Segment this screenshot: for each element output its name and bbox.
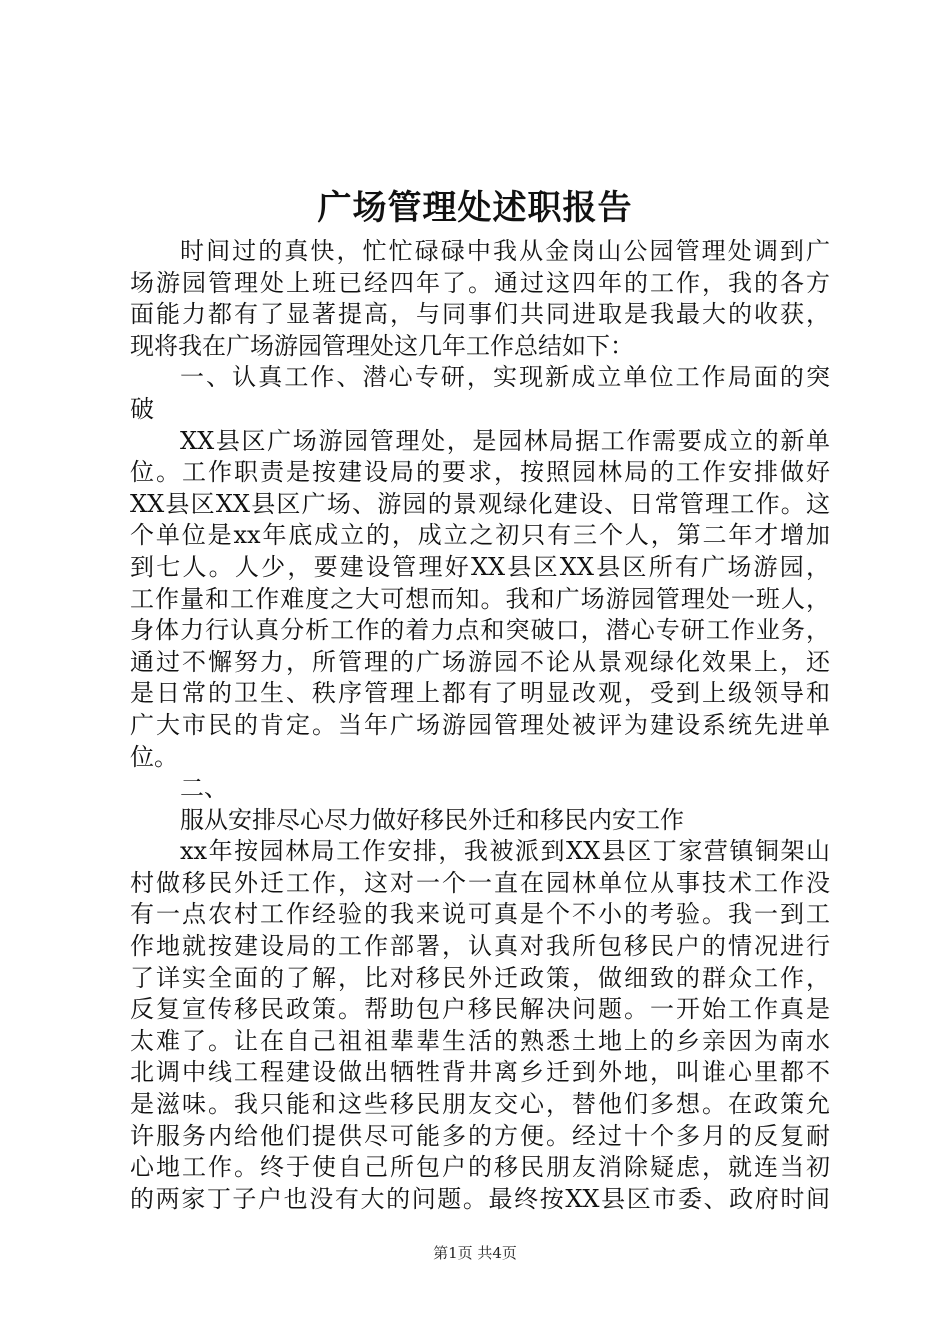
section-heading: 破: [130, 394, 154, 423]
text-line: 通过不懈努力，所管理的广场游园不论从景观绿化效果上，还: [130, 647, 830, 676]
text-line: 时间过的真快，忙忙碌碌中我从金岗山公园管理处调到广: [180, 237, 830, 265]
text-line: 了详实全面的了解，比对移民外迁政策，做细致的群众工作，: [130, 963, 830, 992]
text-line: 作地就按建设局的工作部署，认真对我所包移民户的情况进行: [130, 932, 830, 961]
text-line: 村做移民外迁工作，这对一个一直在园林单位从事技术工作没: [130, 868, 830, 897]
section-heading: 服从安排尽心尽力做好移民外迁和移民内安工作: [180, 805, 684, 834]
section-heading: 一、认真工作、潜心专研，实现新成立单位工作局面的突: [180, 363, 830, 392]
page-number: 第1页 共4页: [433, 1244, 517, 1262]
document-title: 广场管理处述职报告: [317, 188, 633, 228]
text-line: XX县区广场游园管理处，是园林局据工作需要成立的新单: [180, 426, 830, 455]
text-line: 是日常的卫生、秩序管理上都有了明显改观，受到上级领导和: [130, 679, 830, 708]
text-line: 广大市民的肯定。当年广场游园管理处被评为建设系统先进单: [130, 710, 830, 739]
text-line: 场游园管理处上班已经四年了。通过这四年的工作，我的各方: [130, 268, 830, 297]
text-line: 到七人。人少，要建设管理好XX县区XX县区所有广场游园，: [130, 552, 830, 581]
text-line: 许服务内给他们提供尽可能多的方便。经过十个多月的反复耐: [130, 1121, 830, 1150]
text-line: 北调中线工程建设做出牺牲背井离乡迁到外地，叫谁心里都不: [130, 1058, 830, 1087]
document-body: [130, 236, 830, 1215]
text-line: 现将我在广场游园管理处这几年工作总结如下：: [130, 331, 634, 360]
text-line: 反复宣传移民政策。帮助包户移民解决问题。一开始工作真是: [130, 995, 830, 1024]
text-line: XX县区XX县区广场、游园的景观绿化建设、日常管理工作。这: [130, 489, 830, 518]
text-line: 身体力行认真分析工作的着力点和突破口，潜心专研工作业务，: [130, 616, 830, 645]
text-line: 是滋味。我只能和这些移民朋友交心，替他们多想。在政策允: [130, 1090, 830, 1119]
text-line: 个单位是xx年底成立的，成立之初只有三个人，第二年才增加: [130, 521, 830, 550]
text-line: 心地工作。终于使自己所包户的移民朋友消除疑虑，就连当初: [130, 1153, 830, 1182]
text-line: 工作量和工作难度之大可想而知。我和广场游园管理处一班人，: [130, 584, 830, 613]
text-line: 位。: [130, 742, 178, 771]
text-line: xx年按园林局工作安排，我被派到XX县区丁家营镇铜架山: [180, 837, 830, 866]
text-line: 的两家丁子户也没有大的问题。最终按XX县区市委、政府时间: [130, 1184, 830, 1213]
text-line: 太难了。让在自己祖祖辈辈生活的熟悉土地上的乡亲因为南水: [130, 1026, 830, 1055]
text-line: 有一点农村工作经验的我来说可真是个不小的考验。我一到工: [130, 900, 830, 929]
text-line: 位。工作职责是按建设局的要求，按照园林局的工作安排做好: [130, 458, 830, 487]
text-line: 面能力都有了显著提高，与同事们共同进取是我最大的收获，: [130, 300, 830, 329]
section-heading: 二、: [180, 774, 228, 803]
